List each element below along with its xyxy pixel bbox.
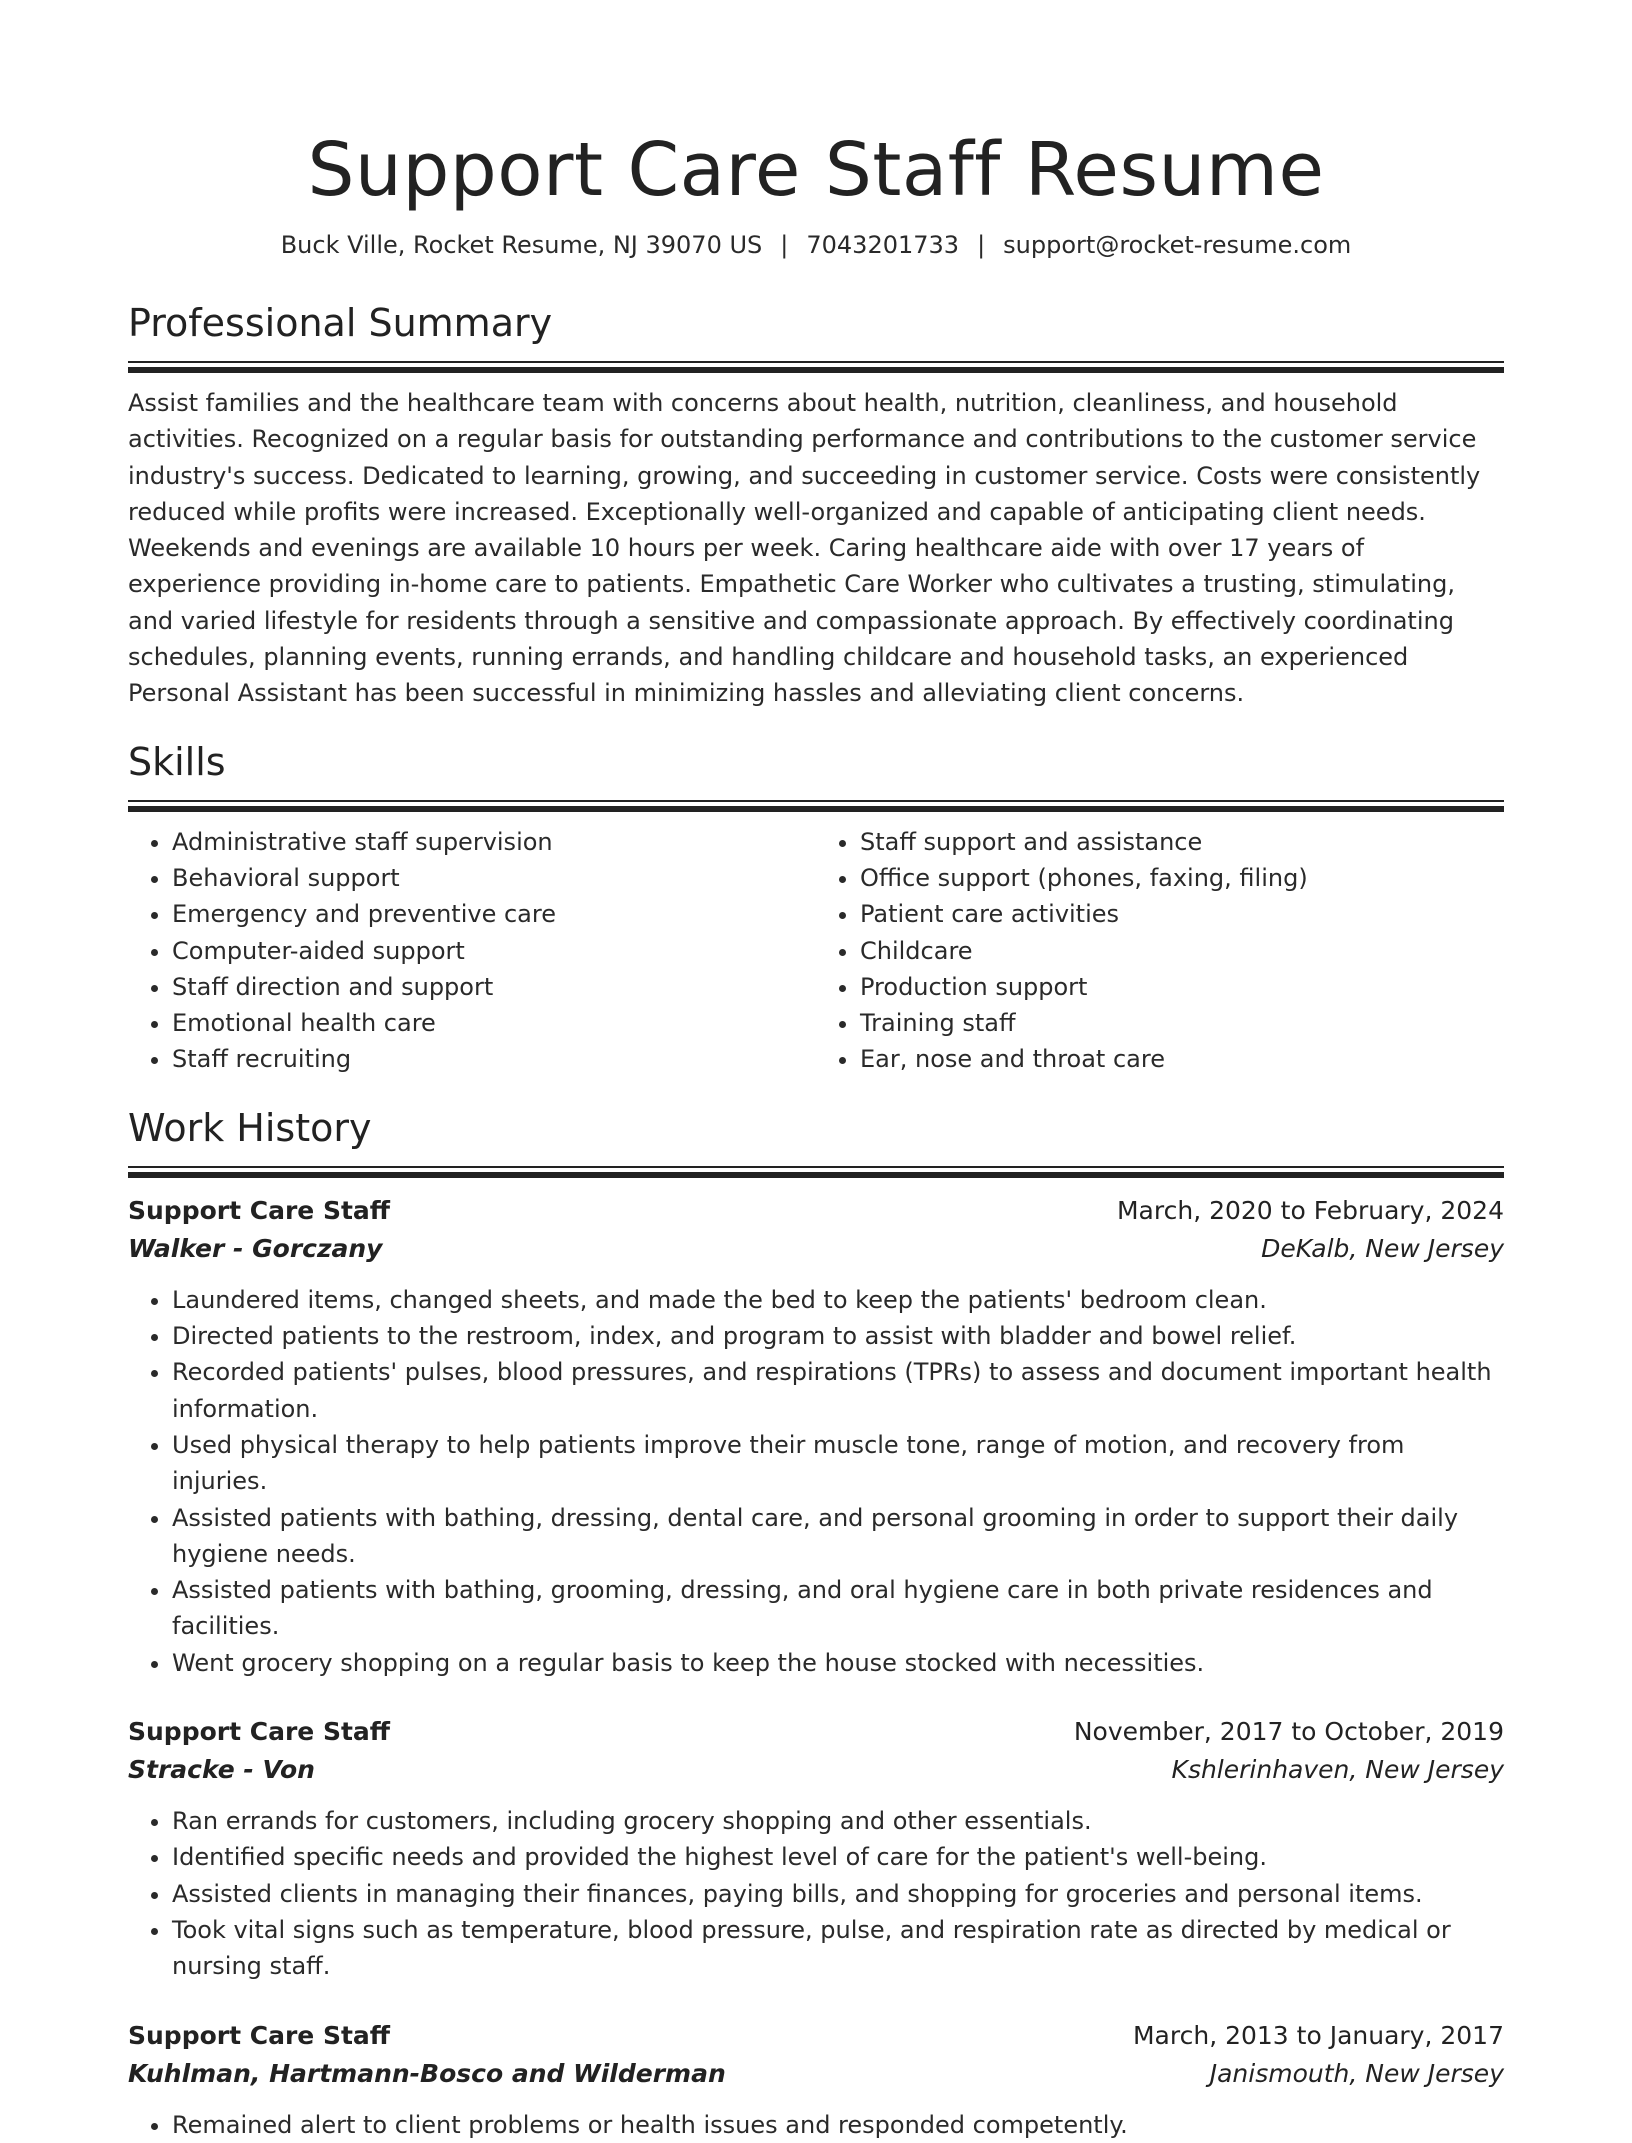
summary-heading: Professional Summary <box>128 301 553 345</box>
job-bullet: • Remained alert to client problems or health issues and responded competently. <box>172 2107 1504 2143</box>
job-bullet: • Went grocery shopping on a regular basis to keep the house stocked with necessities. <box>172 1645 1504 1681</box>
job-company: Stracke - Von <box>128 1755 315 1785</box>
section-divider <box>128 361 1504 373</box>
skill-item: • Staff direction and support <box>172 969 816 1005</box>
job-dates: March, 2020 to February, 2024 <box>1116 1195 1504 1225</box>
contact-phone: 7043201733 <box>806 231 960 259</box>
job-bullet: • Laundered items, changed sheets, and made the bed to keep the patients' bedroom clean. <box>172 1282 1504 1318</box>
job-dates: November, 2017 to October, 2019 <box>1073 1717 1504 1747</box>
skill-item: • Patient care activities <box>860 896 1504 932</box>
job-bullets <box>128 1282 1504 1681</box>
job-header <box>128 1192 1504 1230</box>
skill-item: • Ear, nose and throat care <box>860 1041 1504 1077</box>
skill-item: • Behavioral support <box>172 860 816 896</box>
job-entry <box>128 1192 1504 1681</box>
skill-item: • Training staff <box>860 1005 1504 1041</box>
skill-item: • Administrative staff supervision <box>172 824 816 860</box>
job-bullet: • Assisted patients with bathing, grooming, dressing, and oral hygiene care in both private residences and facilities. <box>172 1572 1504 1645</box>
skill-item: • Production support <box>860 969 1504 1005</box>
skill-item: • Emergency and preventive care <box>172 896 816 932</box>
resume-title: Support Care Staff Resume <box>307 127 1325 213</box>
job-list <box>128 1192 1504 2143</box>
skill-item: • Staff support and assistance <box>860 824 1504 860</box>
job-bullet: • Assisted clients in managing their finances, paying bills, and shopping for groceries and personal items. <box>172 1876 1504 1912</box>
job-header <box>128 2017 1504 2055</box>
job-subheader <box>128 1751 1504 1789</box>
job-title: Support Care Staff <box>128 1195 391 1225</box>
job-bullet: • Used physical therapy to help patients improve their muscle tone, range of motion, and recovery from injuries. <box>172 1427 1504 1500</box>
job-location: DeKalb, New Jersey <box>1261 1233 1504 1263</box>
section-divider <box>128 800 1504 812</box>
skills-list-left <box>128 824 816 1078</box>
job-dates: March, 2013 to January, 2017 <box>1132 2020 1504 2050</box>
job-location: Kshlerinhaven, New Jersey <box>1171 1755 1504 1785</box>
job-bullet: • Took vital signs such as temperature, blood pressure, pulse, and respiration rate as directed by medical or nursing staff. <box>172 1912 1504 1985</box>
skill-item: • Emotional health care <box>172 1005 816 1041</box>
job-subheader <box>128 2055 1504 2093</box>
summary-text: Assist families and the healthcare team with concerns about health, nutrition, cleanliness, and household activities. Recognized on a regular basis for outstanding performance and contributions to the customer service industry's success. Dedicated to learning, growing, and succeeding in customer service. Costs were consistently reduced while profits were increased. Exceptionally well-organized and capable of anticipating client needs. Weekends and evenings are available 10 hours per week. Caring healthcare aide with over 17 years of experience providing in-home care to patients. Empathetic Care Worker who cultivates a trusting, stimulating, and varied lifestyle for residents through a sensitive and compassionate approach. By effectively coordinating schedules, planning events, running errands, and handling childcare and household tasks, an experienced Personal Assistant has been successful in minimizing hassles and alleviating client concerns. <box>128 389 1481 708</box>
section-divider <box>128 1166 1504 1178</box>
job-title: Support Care Staff <box>128 2020 391 2050</box>
skills-heading: Skills <box>128 739 226 784</box>
contact-email: support@rocket-resume.com <box>1003 231 1352 259</box>
job-bullet: • Identified specific needs and provided the highest level of care for the patient's well-being. <box>172 1839 1504 1875</box>
skills-columns <box>128 824 1504 1078</box>
skill-item: • Staff recruiting <box>172 1041 816 1077</box>
job-bullets <box>128 1803 1504 1984</box>
job-title: Support Care Staff <box>128 1717 391 1747</box>
skill-item: • Computer-aided support <box>172 933 816 969</box>
summary-section <box>128 299 1504 712</box>
skills-section <box>128 738 1504 1078</box>
job-bullet: • Recorded patients' pulses, blood pressures, and respirations (TPRs) to assess and document important health information. <box>172 1354 1504 1427</box>
job-bullet: • Ran errands for customers, including grocery shopping and other essentials. <box>172 1803 1504 1839</box>
job-company: Kuhlman, Hartmann-Bosco and Wilderman <box>128 2058 726 2088</box>
contact-separator: | <box>977 231 986 259</box>
job-bullet: • Directed patients to the restroom, index, and program to assist with bladder and bowel relief. <box>172 1318 1504 1354</box>
work-heading: Work History <box>128 1105 372 1150</box>
skill-item: • Office support (phones, faxing, filing) <box>860 860 1504 896</box>
skills-list-right <box>816 824 1504 1078</box>
job-entry <box>128 2017 1504 2143</box>
job-subheader <box>128 1230 1504 1268</box>
contact-line <box>128 228 1504 262</box>
contact-address: Buck Ville, Rocket Resume, NJ 39070 US <box>280 231 763 259</box>
job-location: Janismouth, New Jersey <box>1209 2058 1504 2088</box>
work-section <box>128 1104 1504 2143</box>
job-company: Walker - Gorczany <box>128 1233 383 1263</box>
job-bullet: • Assisted patients with bathing, dressing, dental care, and personal grooming in order to support their daily hygiene needs. <box>172 1500 1504 1573</box>
job-entry <box>128 1713 1504 1984</box>
skill-item: • Childcare <box>860 933 1504 969</box>
contact-separator: | <box>780 231 789 259</box>
job-header <box>128 1713 1504 1751</box>
